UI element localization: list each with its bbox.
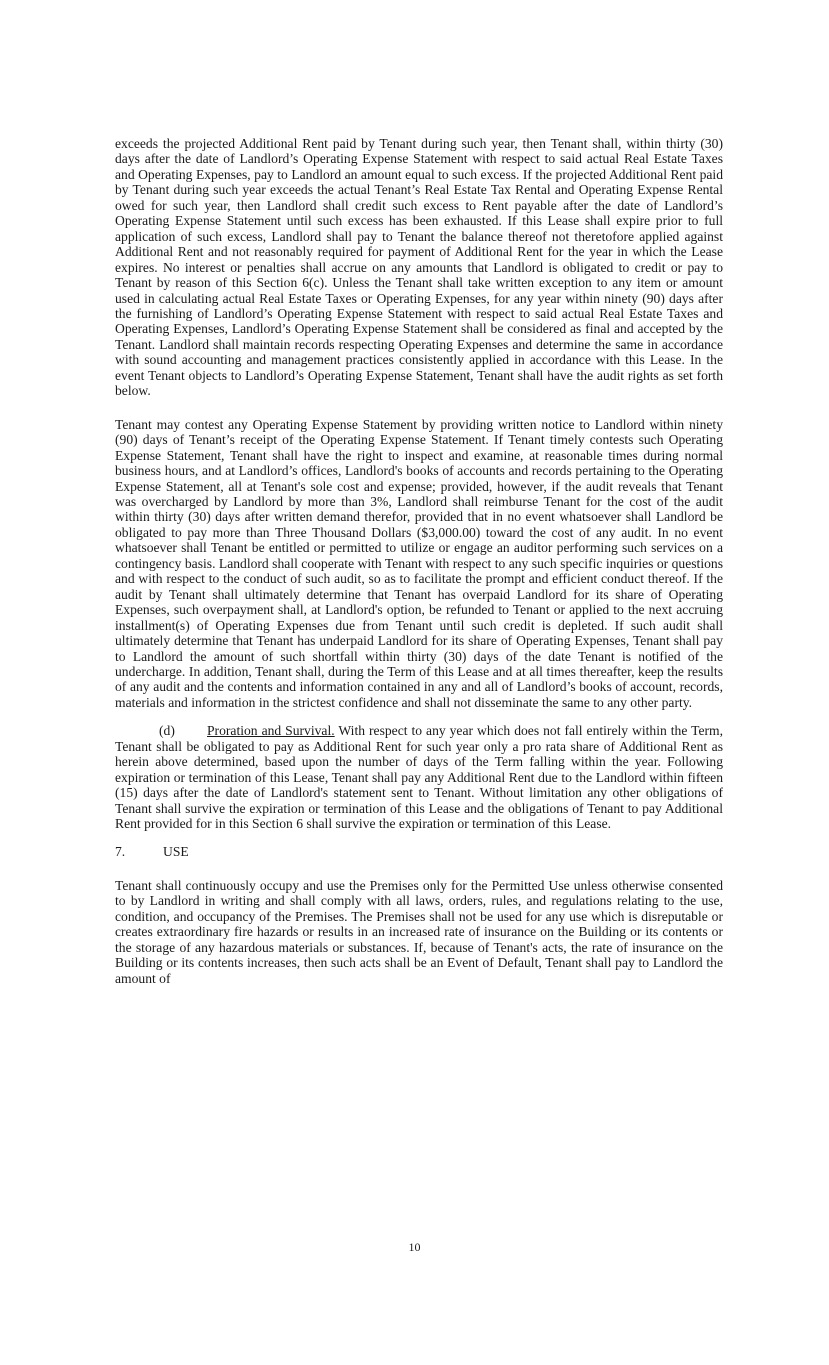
paragraph-operating-expense-reconciliation: exceeds the projected Additional Rent paid by Tenant during such year, then Tenant shall, within thirty (30) days after the date of Landlord’s Operating Expense Statement with respect to said actual Real Estate Taxes and Operating Expenses, pay to Landlord an amount equal to such excess. If the projected Additional Rent paid by Tenant during such year exceeds the actual Tenant’s Real Estate Tax Rental and Operating Expense Rental owed for such year, then Landlord shall credit such excess to Rent payable after the date of Landlord’s Operating Expense Statement until such excess has been exhausted. If this Lease shall expire prior to full application of such excess, Landlord shall pay to Tenant the balance thereof not theretofore applied against Additional Rent and not reasonably required for payment of Additional Rent for the year in which the Lease expires. No interest or penalties shall accrue on any amounts that Landlord is obligated to credit or pay to Tenant by reason of this Section 6(c). Unless the Tenant shall take written exception to any item or amount used in calculating actual Real Estate Taxes or Operating Expenses, for any year within ninety (90) days after the furnishing of Landlord’s Operating Expense Statement with respect to said actual Real Estate Taxes and Operating Expenses, Landlord’s Operating Expense Statement shall be considered as final and accepted by the Tenant. Landlord shall maintain records respecting Operating Expenses and determine the same in accordance with sound accounting and management practices consistently applied in accordance with this Lease. In the event Tenant objects to Landlord’s Operating Expense Statement, Tenant shall have the audit rights as set forth below.: [115, 136, 723, 399]
section-7-use-text: Tenant shall continuously occupy and use the Premises only for the Permitted Use unless otherwise consented to by Landlord in writing and shall comply with all laws, orders, rules, and regulations relating to the use, condition, and occupancy of the Premises. The Premises shall not be used for any use which is disreputable or creates extraordinary fire hazards or results in an increased rate of insurance on the Building or its contents or the storage of any hazardous materials or substances. If, because of Tenant's acts, the rate of insurance on the Building or its contents increases, then such acts shall be an Event of Default, Tenant shall pay to Landlord the amount of: [115, 877, 723, 986]
section-d-proration-survival: [115, 723, 723, 831]
section-7-title: USE: [163, 844, 189, 860]
section-7-number: 7.: [115, 844, 126, 860]
section-d-label: (d): [159, 723, 175, 739]
paragraph-audit-rights: Tenant may contest any Operating Expense Statement by providing written notice to Landlord within ninety (90) days of Tenant’s receipt of the Operating Expense Statement. If Tenant timely contests such Operating Expense Statement, Tenant shall have the right to inspect and examine, at reasonable times during normal business hours, and at Landlord’s offices, Landlord's books of accounts and records pertaining to the Operating Expense Statement, all at Tenant's sole cost and expense; provided, however, if the audit reveals that Tenant was overcharged by Landlord by more than 3%, Landlord shall reimburse Tenant for the cost of the audit within thirty (30) days after written demand therefor, provided that in no event whatsoever shall Landlord be obligated to pay more than Three Thousand Dollars ($3,000.00) toward the cost of any audit. In no event whatsoever shall Tenant be entitled or permitted to utilize or engage an auditor performing such services on a contingency basis. Landlord shall cooperate with Tenant with respect to any such specific inquiries or questions and with respect to the conduct of such audit, so as to facilitate the prompt and efficient conduct thereof. If the audit by Tenant shall ultimately determine that Tenant has overpaid Landlord for its share of Operating Expenses, such overpayment shall, at Landlord's option, be refunded to Tenant or applied to the next accruing installment(s) of Operating Expenses due from Tenant until such credit is depleted. If such audit shall ultimately determine that Tenant has underpaid Landlord for its share of Operating Expenses, Tenant shall pay to Landlord the amount of such shortfall within thirty (30) days of the date Tenant is notified of the undercharge. In addition, Tenant shall, during the Term of this Lease and at all times thereafter, keep the results of any audit and the contents and information contained in any and all of Landlord’s books of account, records, materials and information in the strictest confidence and shall not disseminate the same to any other party.: [115, 416, 723, 710]
section-d-text: With respect to any year which does not fall entirely within the Term, Tenant shall be obligated to pay as Additional Rent for such year only a pro rata share of Additional Rent as herein above determined, based upon the number of days of the Term falling within the year. Following expiration or termination of this Lease, Tenant shall pay any Additional Rent due to the Landlord within fifteen (15) days after the date of Landlord's statement sent to Tenant. Without limitation any other obligations of Tenant shall survive the expiration or termination of this Lease and the obligations of Tenant to pay Additional Rent provided for in this Section 6 shall survive the expiration or termination of this Lease.: [115, 723, 723, 832]
document-page: [115, 136, 723, 986]
section-d-title: Proration and Survival.: [207, 723, 335, 739]
section-7-heading: [115, 844, 723, 859]
page-number: 10: [408, 1240, 421, 1254]
